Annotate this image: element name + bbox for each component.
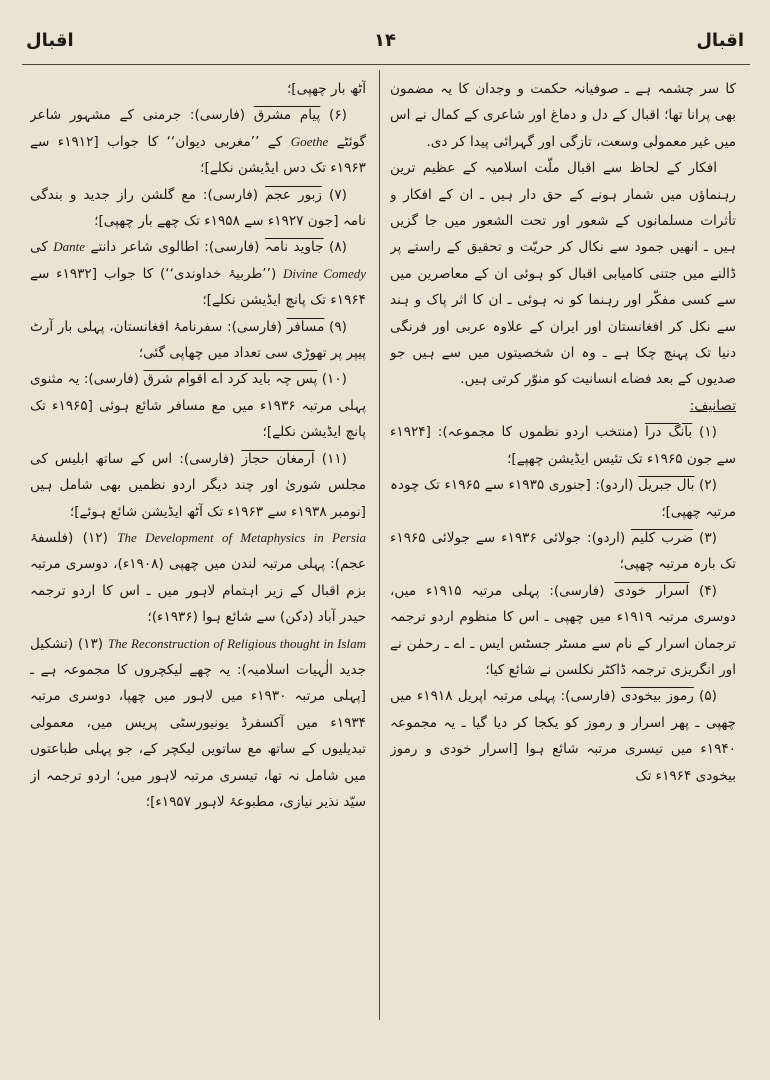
paragraph: کا سر چشمہ ہے ـ صوفیانہ حکمت و وجدان کا یہ مضمون بھی پرانا تھا؛ اقبال کے دل و دماغ اور شاعری کے کمال نے اس میں غیر معمولی وسعت، تازگی اور گہرائی پیدا کر دی.	[390, 81, 736, 150]
item-number: (۱۳)	[77, 635, 104, 652]
item-title: رموز بیخودی	[620, 688, 694, 705]
english-title: The Development of Metaphysics in Persia	[117, 529, 366, 545]
item-text: (فارسی): یہ مثنوی پہلی مرتبہ ۱۹۳۶ء میں مع مسافر شائع ہوئی [۱۹۶۵ء تک پانچ ایڈیشن نکلے]؛	[30, 371, 366, 441]
item-title: زبور عجم	[265, 186, 322, 203]
section-heading	[390, 393, 736, 419]
item-text: (فارسی): پہلی مرتبہ ۱۹۱۵ء میں، دوسری مرتبہ ۱۹۱۹ء میں چھپی ـ اس کا منظوم اردو ترجمہ ترجمان اسرار کے نام سے مسٹر جسٹس ایس ـ اے ـ رحمٰن نے اور انگریزی ترجمہ ڈاکٹر نکلسن نے شائع کیا؛	[390, 582, 736, 678]
list-item	[390, 578, 736, 684]
item-title: اسرار خودی	[614, 582, 690, 599]
english-title: The Reconstruction of Religious thought in Islam	[107, 635, 366, 651]
item-text: (فارسی): پہلی مرتبہ اپریل ۱۹۱۸ء میں چھپی ـ پھر اسرار و رموز کو یکجا کر دیا گیا ـ یہ مجموعہ ۱۹۴۰ء میں تیسری مرتبہ شائع ہوا [اسرار خودی و رموز بیخودی ۱۹۶۴ء تک	[390, 688, 736, 784]
list-item	[390, 472, 736, 525]
item-text: (فلسفۂ عجم): پہلی مرتبہ لندن میں چھپی (۱۹۰۸ء)، دوسری مرتبہ بزم اقبال کے زیر اہتمام لاہور میں ـ اس کا اردو ترجمہ حیدر آباد (دکن) سے شائع ہوا (۱۹۳۶ء)؛	[30, 529, 366, 626]
left-column	[30, 76, 366, 1026]
item-text: (فارسی): اس کے ساتھ ابلیس کی مجلس شوریٰ اور چند دیگر اردو نظمیں بھی شامل ہیں [نومبر ۱۹۳۸ء سے ۱۹۶۳ء تک آٹھ ایڈیشن شائع ہوئے]؛	[30, 450, 366, 520]
item-number: (۶)	[329, 107, 347, 124]
english-term: Divine Comedy	[283, 265, 366, 281]
list-item	[30, 631, 366, 816]
item-text: (فارسی): جرمنی کے مشہور شاعر گوئٹے	[30, 107, 366, 150]
list-item	[30, 102, 366, 181]
item-title: پس چہ باید کرد اے اقوام شرق	[143, 371, 318, 388]
item-text: (تشکیل جدید الٰہیات اسلامیہ): یہ چھے لیکچروں کا مجموعہ ہے ـ [پہلی مرتبہ ۱۹۳۰ء میں لاہور میں چھپا، دوسری مرتبہ ۱۹۳۴ء میں آکسفرڈ یونیورسٹی پریس میں، معمولی تبدیلیوں کے ساتھ مع ساتویں لیکچر کے، جو پہلی طباعتوں میں شامل نہ تھا، تیسری مرتبہ لاہور میں؛ اردو ترجمہ از سیّد نذیر نیازی، مطبوعۂ لاہور ۱۹۵۷ء]؛	[30, 635, 366, 810]
header-rule	[22, 64, 750, 65]
item-number: (۲)	[699, 477, 717, 494]
running-header	[0, 30, 770, 64]
list-item	[30, 182, 366, 235]
item-text: (منتخب اردو نظموں کا مجموعہ): [۱۹۲۴ء سے جون ۱۹۶۵ء تک تئیس ایڈیشن چھپے]؛	[390, 424, 736, 467]
heading-text: تصانیف:	[689, 397, 736, 414]
list-item	[30, 314, 366, 367]
item-number: (۷)	[329, 186, 347, 203]
right-column	[390, 76, 736, 1026]
list-item	[390, 683, 736, 789]
item-text: (اردو): جولائی ۱۹۳۶ء سے جولائی ۱۹۶۵ء تک بارہ مرتبہ چھپی؛	[390, 529, 736, 573]
item-text: (فارسی): مع گلشن راز جدید و بندگی نامہ [جون ۱۹۲۷ء سے ۱۹۵۸ء تک چھے بار چھپی]؛	[30, 186, 366, 230]
paragraph: آٹھ بار چھپی]؛	[286, 81, 366, 97]
item-number: (۱)	[699, 424, 717, 441]
paragraph: افکار کے لحاظ سے اقبال ملّت اسلامیہ کے عظیم ترین رہنماؤں میں شمار ہونے کے حق دار ہیں ـ ان کے افکار و تأثرات مسلمانوں کے شعور اور تحت الشعور میں جا گزیں ہیں ـ انھیں جمود سے نکال کر حریّت و تحقیق کے راستے پر ڈالنے میں جتنی کامیابی اقبال کو ہوئی ان کے معاصرین میں سے کسی مفکّر اور رہنما کو نہ ہوئی ـ ان کا اثر پاک و ہند سے نکل کر افغانستان اور ایران کے علاوہ عربی اور فرنگی دنیا تک پہنچ چکا ہے ـ وہ ان شخصیتوں میں سے ہیں جو صدیوں کے بعد فضاے انسانیت کو منوّر کرتی ہیں.	[390, 160, 736, 388]
list-item	[390, 419, 736, 472]
item-number: (۱۰)	[321, 371, 347, 388]
item-text: (فارسی): سفرنامۂ افغانستان، پہلی بار آرٹ پیپر پر تھوڑی سی تعداد میں چھاپی گئی؛	[30, 318, 366, 362]
english-term: Goethe	[290, 133, 329, 149]
item-title: بانگ درا	[645, 424, 693, 441]
list-item	[30, 234, 366, 313]
item-title: جاوید نامہ	[264, 239, 324, 256]
item-title: ضرب کلیم	[631, 529, 694, 546]
item-text: (اردو): [جنوری ۱۹۳۵ء سے ۱۹۶۵ء تک چودہ مرتبہ چھپی]؛	[390, 477, 736, 520]
item-number: (۵)	[699, 688, 717, 705]
item-number: (۱۱)	[321, 450, 347, 467]
item-number: (۱۲)	[82, 529, 108, 546]
item-title: ارمغان حجاز	[241, 450, 315, 467]
list-item	[30, 446, 366, 525]
list-item	[30, 366, 366, 445]
item-text: کی	[30, 239, 54, 256]
item-title: پیام مشرق	[253, 107, 321, 124]
item-title: بال جبریل	[638, 477, 695, 494]
item-text: (’’طربیۂ خداوندی‘‘) کا جواب [۱۹۳۲ء سے ۱۹۶۴ء تک پانچ ایڈیشن نکلے]؛	[30, 265, 366, 309]
running-title-right: اقبال	[696, 30, 744, 51]
item-title: مسافر	[286, 318, 325, 335]
item-number: (۴)	[699, 582, 717, 599]
running-title-left: اقبال	[26, 30, 74, 51]
item-text: کے ’’مغربی دیوان‘‘ کا جواب [۱۹۱۲ء سے ۱۹۶۳ء تک دس ایڈیشن نکلے]؛	[30, 133, 366, 177]
list-item	[390, 525, 736, 578]
item-number: (۹)	[329, 318, 347, 335]
item-number: (۸)	[329, 239, 347, 256]
page-number: ۱۴	[374, 30, 396, 51]
column-divider	[379, 70, 380, 1020]
list-item	[30, 525, 366, 631]
item-text: (فارسی): اطالوی شاعر دانتے	[85, 239, 265, 256]
item-number: (۳)	[699, 529, 717, 546]
english-term: Dante	[53, 239, 86, 255]
